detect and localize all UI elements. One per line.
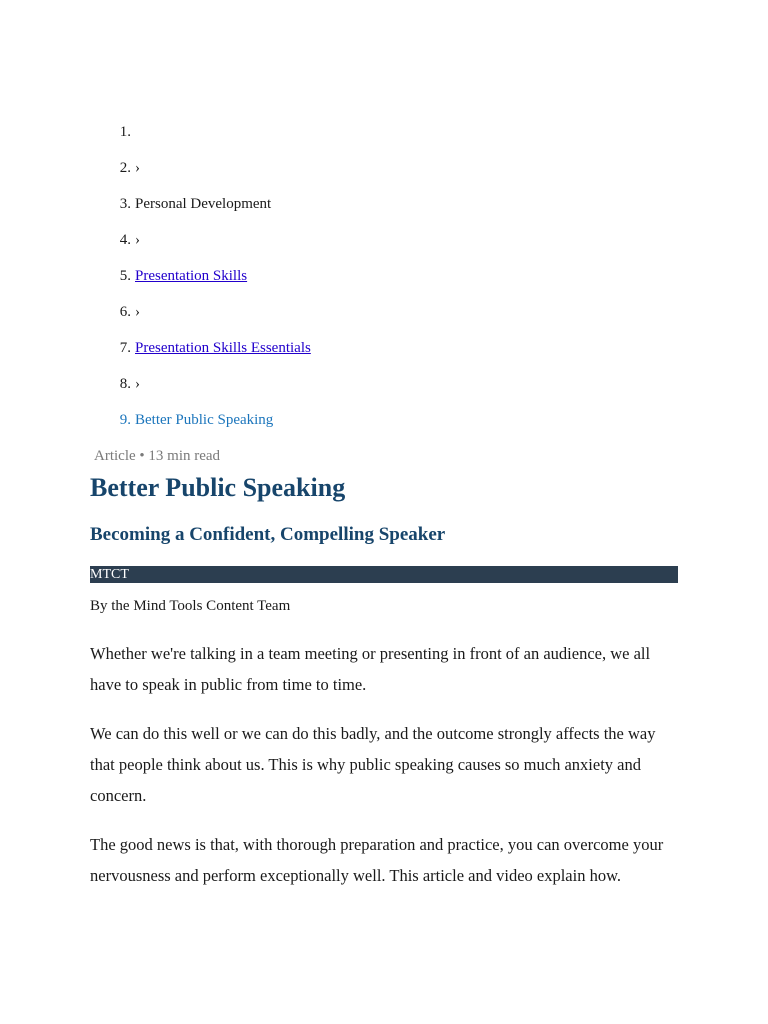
page-title: Better Public Speaking <box>90 473 346 502</box>
article-paragraph-2: We can do this well or we can do this badly, and the outcome strongly affects the way that people think about us. This is why public speaking causes so much anxiety and concern. <box>90 724 656 805</box>
breadcrumb-current-page: Better Public Speaking <box>135 412 274 428</box>
breadcrumb-number: 9. <box>119 412 131 428</box>
breadcrumb-number: 1. <box>119 124 131 140</box>
breadcrumb-number: 7. <box>119 340 131 356</box>
breadcrumb-link-presentation-skills[interactable]: Presentation Skills <box>135 268 248 284</box>
breadcrumb-separator: › <box>135 376 140 392</box>
breadcrumb-number: 6. <box>119 304 131 320</box>
author-tag-bar: MTCT <box>90 566 678 583</box>
breadcrumb-link-presentation-skills-essentials[interactable]: Presentation Skills Essentials <box>135 340 311 356</box>
breadcrumb-separator: › <box>135 232 140 248</box>
breadcrumb-number: 5. <box>119 268 131 284</box>
breadcrumb-separator: › <box>135 304 140 320</box>
breadcrumb-personal-development: Personal Development <box>135 196 272 212</box>
breadcrumb-number: 3. <box>119 196 131 212</box>
article-meta: Article • 13 min read <box>94 448 221 464</box>
breadcrumb-separator: › <box>135 160 140 176</box>
article-paragraph-3: The good news is that, with thorough preparation and practice, you can overcome your nervousness and perform exceptionally well. This article and video explain how. <box>90 835 664 885</box>
breadcrumb-number: 8. <box>119 376 131 392</box>
page-subtitle: Becoming a Confident, Compelling Speaker <box>90 524 446 545</box>
article-paragraph-1: Whether we're talking in a team meeting or presenting in front of an audience, we all have to speak in public from time to time. <box>90 644 651 694</box>
byline: By the Mind Tools Content Team <box>90 598 291 614</box>
breadcrumb-number: 4. <box>119 232 131 248</box>
breadcrumb-number: 2. <box>119 160 131 176</box>
